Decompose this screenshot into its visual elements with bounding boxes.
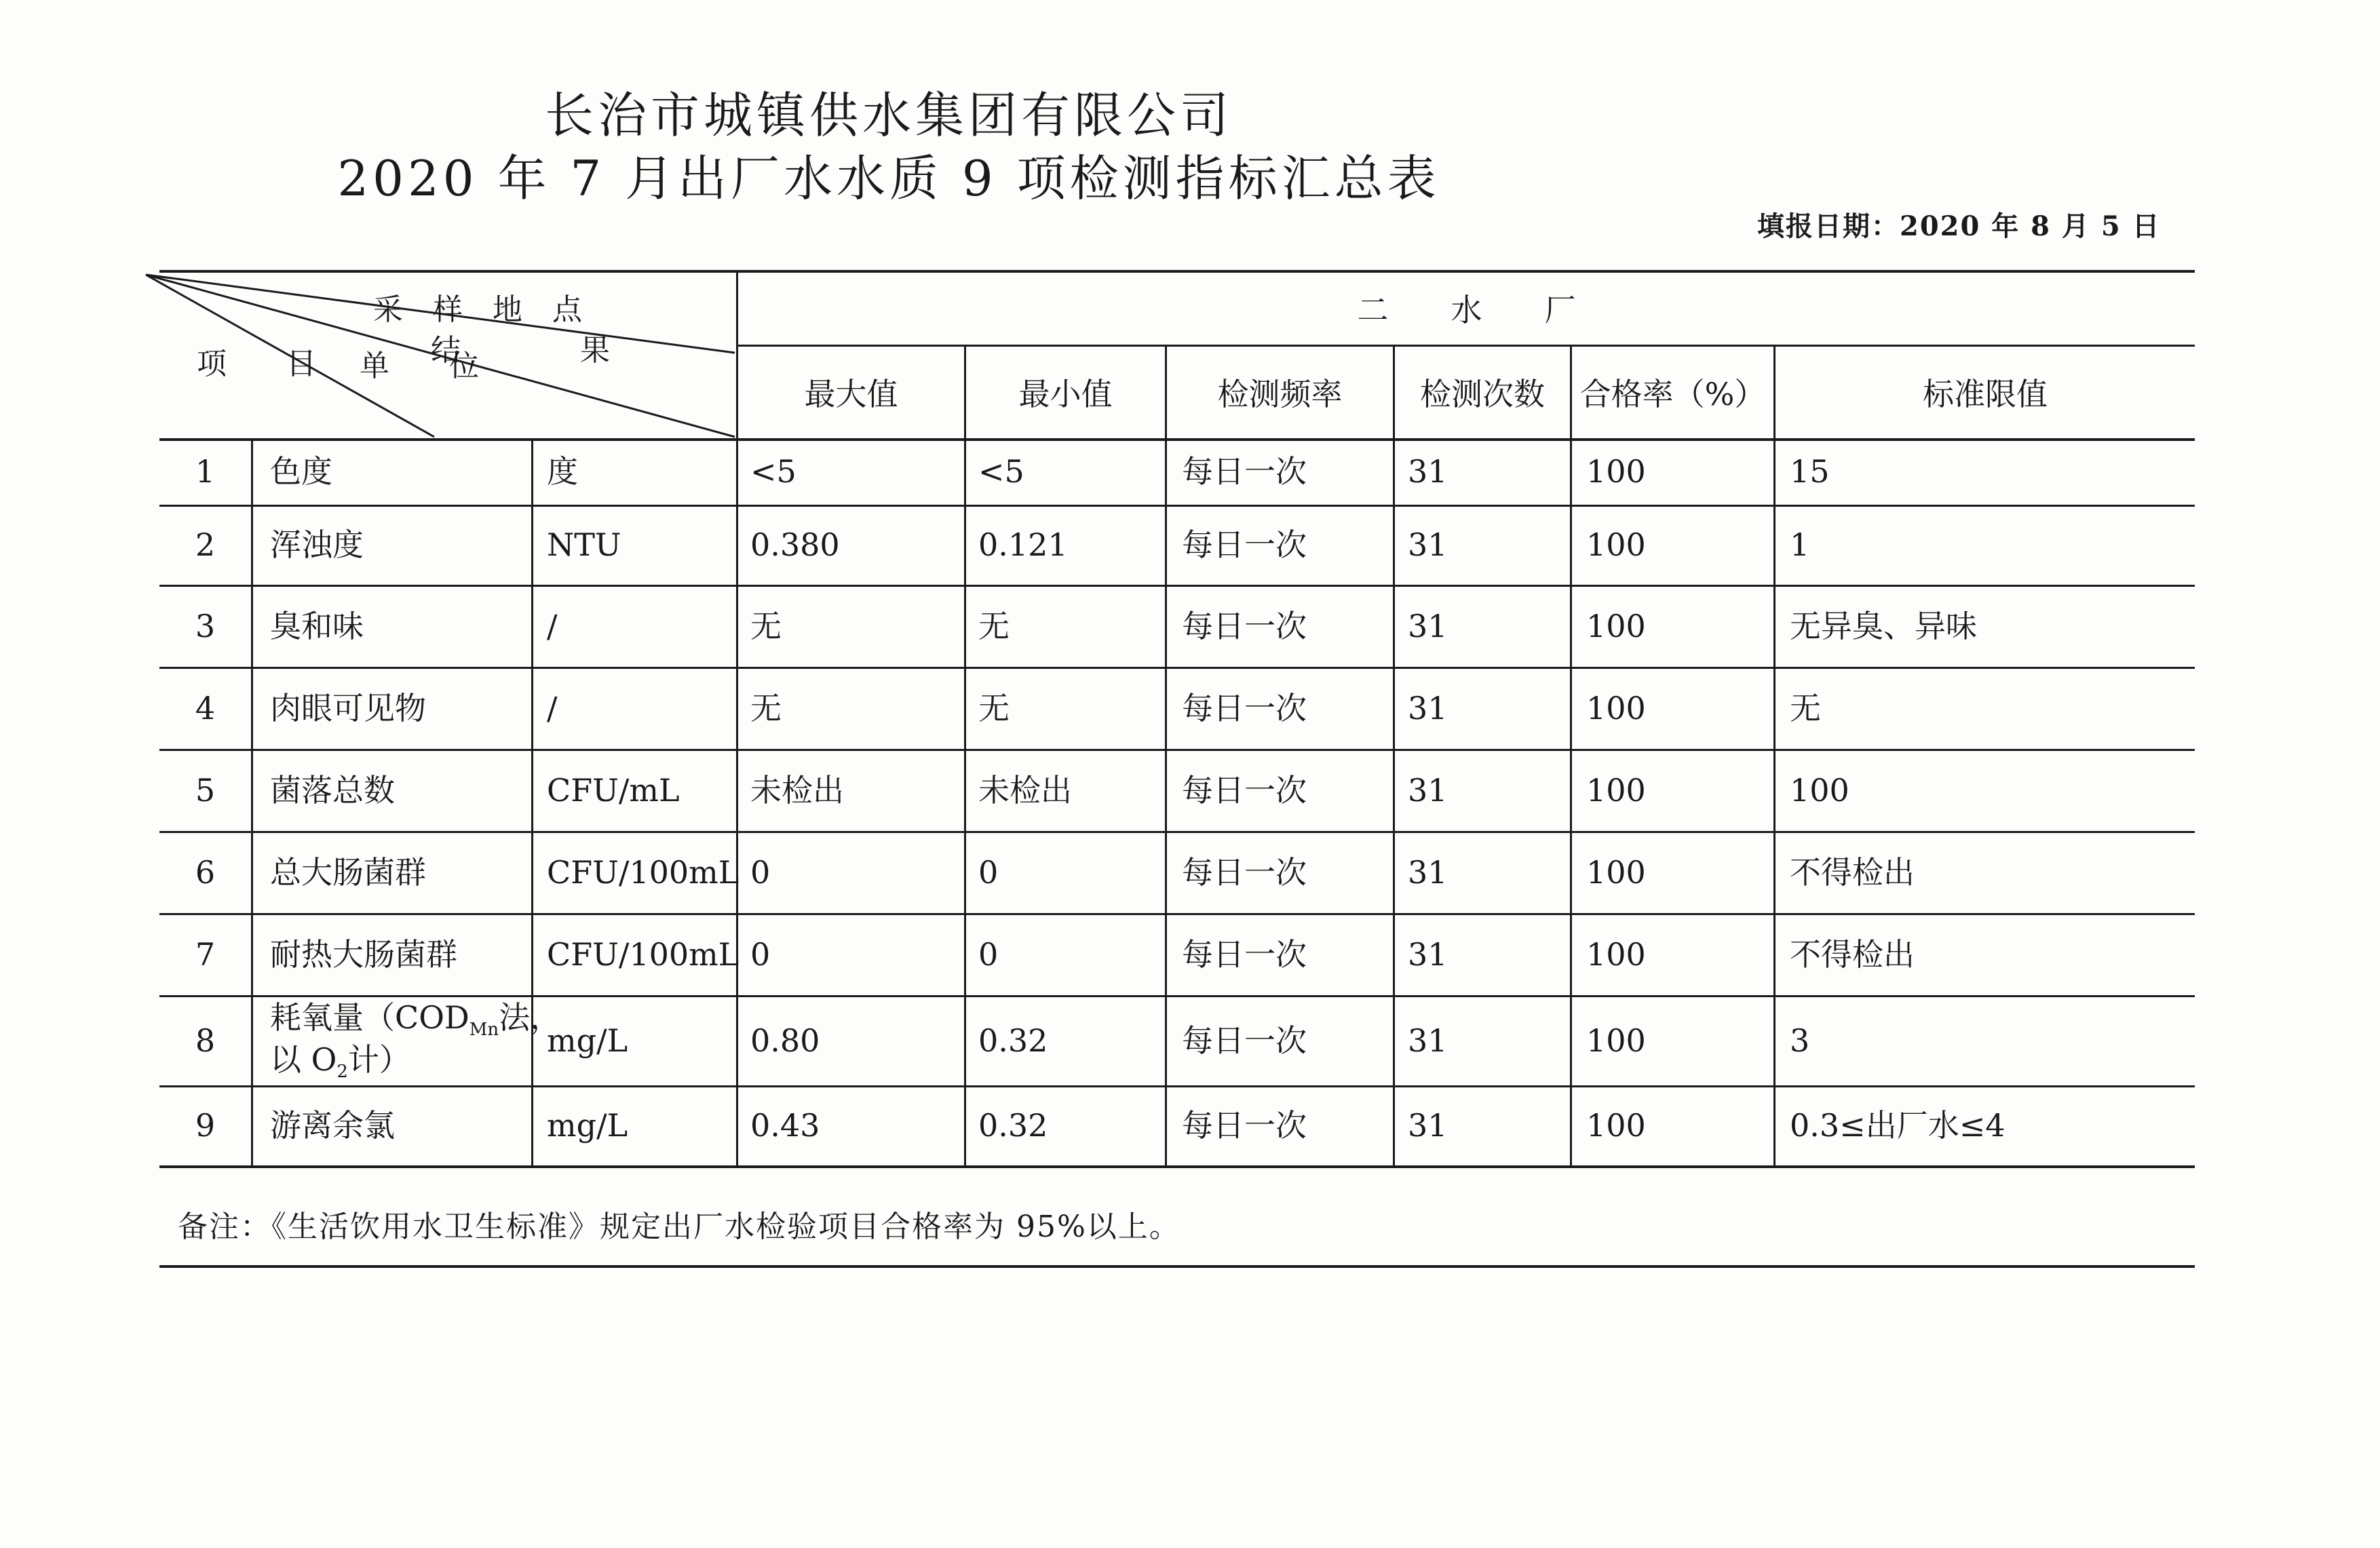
max-value: 0 (750, 853, 771, 891)
row-number: 2 (195, 526, 216, 564)
item-name: 耐热大肠菌群 (270, 935, 457, 973)
test-count: 31 (1408, 935, 1448, 973)
min-value: 无 (978, 689, 1010, 727)
row-number: 7 (195, 935, 216, 973)
row-number: 3 (195, 607, 216, 644)
table-note: 备注：《生活饮用水卫生标准》规定出厂水检验项目合格率为 95%以上。 (178, 1210, 1181, 1244)
min-value: 0 (978, 853, 999, 891)
max-value: 0 (750, 935, 771, 973)
test-count: 31 (1408, 689, 1448, 727)
pass-rate: 100 (1586, 453, 1646, 490)
max-value: 0.43 (750, 1107, 820, 1144)
item-name: 游离余氯 (270, 1107, 395, 1144)
frequency: 每日一次 (1182, 935, 1307, 973)
unit: mg/L (547, 1022, 628, 1059)
standard-limit: 无异臭、异味 (1790, 607, 1977, 644)
pass-rate: 100 (1586, 1022, 1646, 1059)
min-value: <5 (978, 453, 1024, 490)
row-number: 5 (195, 771, 216, 809)
row-number: 4 (195, 689, 216, 727)
pass-rate: 100 (1586, 853, 1646, 891)
frequency: 每日一次 (1182, 607, 1307, 644)
col-header-standard-limit: 标准限值 (1923, 376, 2048, 412)
min-value: 0.32 (978, 1107, 1048, 1144)
min-value: 0.32 (978, 1022, 1048, 1059)
item-name: 肉眼可见物 (270, 689, 426, 727)
standard-limit: 1 (1790, 526, 1810, 564)
row-number: 1 (195, 453, 216, 490)
test-count: 31 (1408, 771, 1448, 809)
max-value: <5 (750, 453, 796, 490)
test-count: 31 (1408, 853, 1448, 891)
max-value: 无 (750, 689, 782, 727)
item-name-line2: 以 $O_2$计） (270, 1041, 410, 1082)
item-name: 臭和味 (270, 607, 364, 644)
standard-limit: 100 (1790, 771, 1849, 809)
col-header-pass-rate: 合格率（%） (1579, 376, 1766, 412)
standard-limit: 3 (1790, 1022, 1810, 1059)
pass-rate: 100 (1586, 771, 1646, 809)
frequency: 每日一次 (1182, 689, 1307, 727)
diag-result: 结 果 (431, 333, 610, 368)
col-header-frequency: 检测频率 (1217, 376, 1343, 412)
max-value: 0.380 (750, 526, 840, 564)
test-count: 31 (1408, 607, 1448, 644)
item-name: 色度 (270, 453, 332, 490)
col-header-max: 最大值 (804, 376, 898, 412)
min-value: 未检出 (978, 771, 1072, 809)
row-number: 9 (195, 1107, 216, 1144)
unit: mg/L (547, 1107, 628, 1144)
item-name: 浑浊度 (270, 526, 364, 564)
max-value: 0.80 (750, 1022, 820, 1059)
pass-rate: 100 (1586, 1107, 1646, 1144)
diag-item: 项 目 (197, 347, 316, 381)
standard-limit: 无 (1790, 689, 1821, 727)
unit: CFU/mL (547, 771, 680, 809)
standard-limit: 不得检出 (1790, 935, 1915, 973)
frequency: 每日一次 (1182, 853, 1307, 891)
standard-limit: 0.3≤出厂水≤4 (1790, 1107, 2005, 1144)
pass-rate: 100 (1586, 689, 1646, 727)
diag-unit: 单 位 (360, 349, 479, 383)
test-count: 31 (1408, 453, 1448, 490)
unit: 度 (547, 453, 578, 490)
frequency: 每日一次 (1182, 771, 1307, 809)
item-name-line1: 耗氧量（$COD_{Mn}$法， (270, 999, 562, 1041)
col-header-count: 检测次数 (1420, 376, 1545, 412)
unit: CFU/100mL (547, 935, 740, 973)
item-name: 菌落总数 (270, 771, 395, 809)
test-count: 31 (1408, 1107, 1448, 1144)
pass-rate: 100 (1586, 935, 1646, 973)
unit: CFU/100mL (547, 853, 740, 891)
row-number: 6 (195, 853, 216, 891)
standard-limit: 不得检出 (1790, 853, 1915, 891)
test-count: 31 (1408, 1022, 1448, 1059)
pass-rate: 100 (1586, 607, 1646, 644)
plant-header: 二 水 厂 (1357, 292, 1576, 328)
unit: / (547, 607, 558, 644)
document-subtitle: 2020 年 7 月出厂水水质 9 项检测指标汇总表 (337, 150, 1440, 207)
min-value: 0.121 (978, 526, 1068, 564)
frequency: 每日一次 (1182, 1022, 1307, 1059)
item-name (270, 996, 561, 1085)
unit: / (547, 689, 558, 727)
max-value: 未检出 (750, 771, 844, 809)
frequency: 每日一次 (1182, 453, 1307, 490)
min-value: 无 (978, 607, 1010, 644)
test-count: 31 (1408, 526, 1448, 564)
min-value: 0 (978, 935, 999, 973)
document-title: 长治市城镇供水集团有限公司 (544, 87, 1233, 144)
diag-sampling-point: 采 样 地 点 (373, 292, 582, 327)
pass-rate: 100 (1586, 526, 1646, 564)
frequency: 每日一次 (1182, 526, 1307, 564)
fill-date: 填报日期：2020 年 8 月 5 日 (1757, 210, 2161, 242)
unit: NTU (547, 526, 621, 564)
standard-limit: 15 (1790, 453, 1830, 490)
max-value: 无 (750, 607, 782, 644)
col-header-min: 最小值 (1018, 376, 1113, 412)
frequency: 每日一次 (1182, 1107, 1307, 1144)
item-name: 总大肠菌群 (270, 853, 426, 891)
row-number: 8 (195, 1022, 216, 1059)
